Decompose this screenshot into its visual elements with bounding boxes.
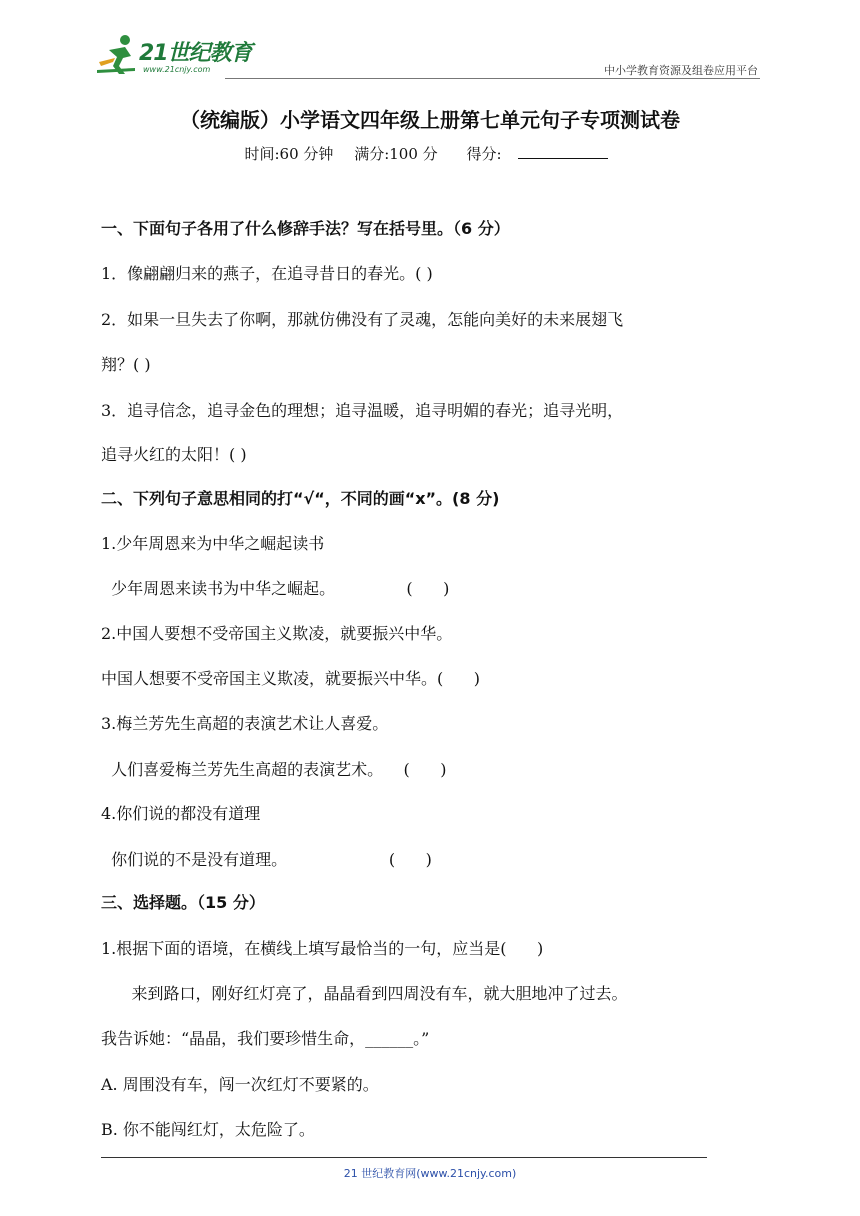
q3-1-context-cont: 我告诉她：“晶晶，我们要珍惜生命，______。” xyxy=(101,1029,430,1048)
q1-3: 3．追寻信念，追寻金色的理想；追寻温暖，追寻明媚的春光；追寻光明， xyxy=(101,401,624,420)
q3-1: 1.根据下面的语境，在横线上填写最恰当的一句，应当是( ) xyxy=(101,939,544,958)
q2-1-compare: 少年周恩来读书为中华之崛起。 ( ) xyxy=(101,579,450,598)
brand-url: www.21cnjy.com xyxy=(143,65,211,74)
q2-2: 2.中国人要想不受帝国主义欺凌，就要振兴中华。 xyxy=(101,624,453,643)
q3-1-option-a: A. 周围没有车，闯一次红灯不要紧的。 xyxy=(101,1075,379,1094)
q2-3: 3.梅兰芳先生高超的表演艺术让人喜爱。 xyxy=(101,714,389,733)
brand-name: 21世纪教育 xyxy=(139,41,252,66)
page-header xyxy=(95,32,760,84)
q3-1-option-b: B. 你不能闯红灯，太危险了。 xyxy=(101,1120,315,1139)
section-3-heading: 三、选择题。（15 分） xyxy=(101,893,265,912)
q1-2: 2．如果一旦失去了你啊，那就仿佛没有了灵魂，怎能向美好的未来展翅飞 xyxy=(101,310,624,329)
q2-4: 4.你们说的都没有道理 xyxy=(101,804,261,823)
page-title: （统编版）小学语文四年级上册第七单元句子专项测试卷 xyxy=(180,108,680,132)
q3-1-context: 来到路口，刚好红灯亮了，晶晶看到四周没有车，就大胆地冲了过去。 xyxy=(101,984,628,1003)
header-divider xyxy=(225,78,760,79)
full-score: 满分:100 分 xyxy=(354,145,438,163)
footer-text: 21 世纪教育网(www.21cnjy.com) xyxy=(343,1167,517,1180)
q2-1: 1.少年周恩来为中华之崛起读书 xyxy=(101,534,325,553)
footer-divider xyxy=(101,1157,707,1158)
runner-logo-icon xyxy=(95,32,141,76)
score-label: 得分: xyxy=(466,145,502,163)
time-limit: 时间:60 分钟 xyxy=(244,145,334,163)
q2-3-compare: 人们喜爱梅兰芳先生高超的表演艺术。 ( ) xyxy=(101,760,447,779)
section-1-heading: 一、下面句子各用了什么修辞手法？写在括号里。（6 分） xyxy=(101,219,510,238)
q2-4-compare: 你们说的不是没有道理。 ( ) xyxy=(101,850,432,869)
q1-1: 1．像翩翩归来的燕子，在追寻昔日的春光。( ) xyxy=(101,264,433,283)
q2-2-compare: 中国人想要不受帝国主义欺凌，就要振兴中华。( ) xyxy=(101,669,481,688)
logo xyxy=(95,32,265,76)
exam-info xyxy=(0,143,860,164)
q1-3-cont: 追寻火红的太阳！( ) xyxy=(101,445,247,464)
section-2-heading: 二、下列句子意思相同的打“√“，不同的画“x”。(8 分) xyxy=(101,489,500,508)
score-blank[interactable] xyxy=(518,144,608,159)
platform-label: 中小学教育资源及组卷应用平台 xyxy=(604,64,758,77)
q1-2-cont: 翔？( ) xyxy=(101,355,151,374)
